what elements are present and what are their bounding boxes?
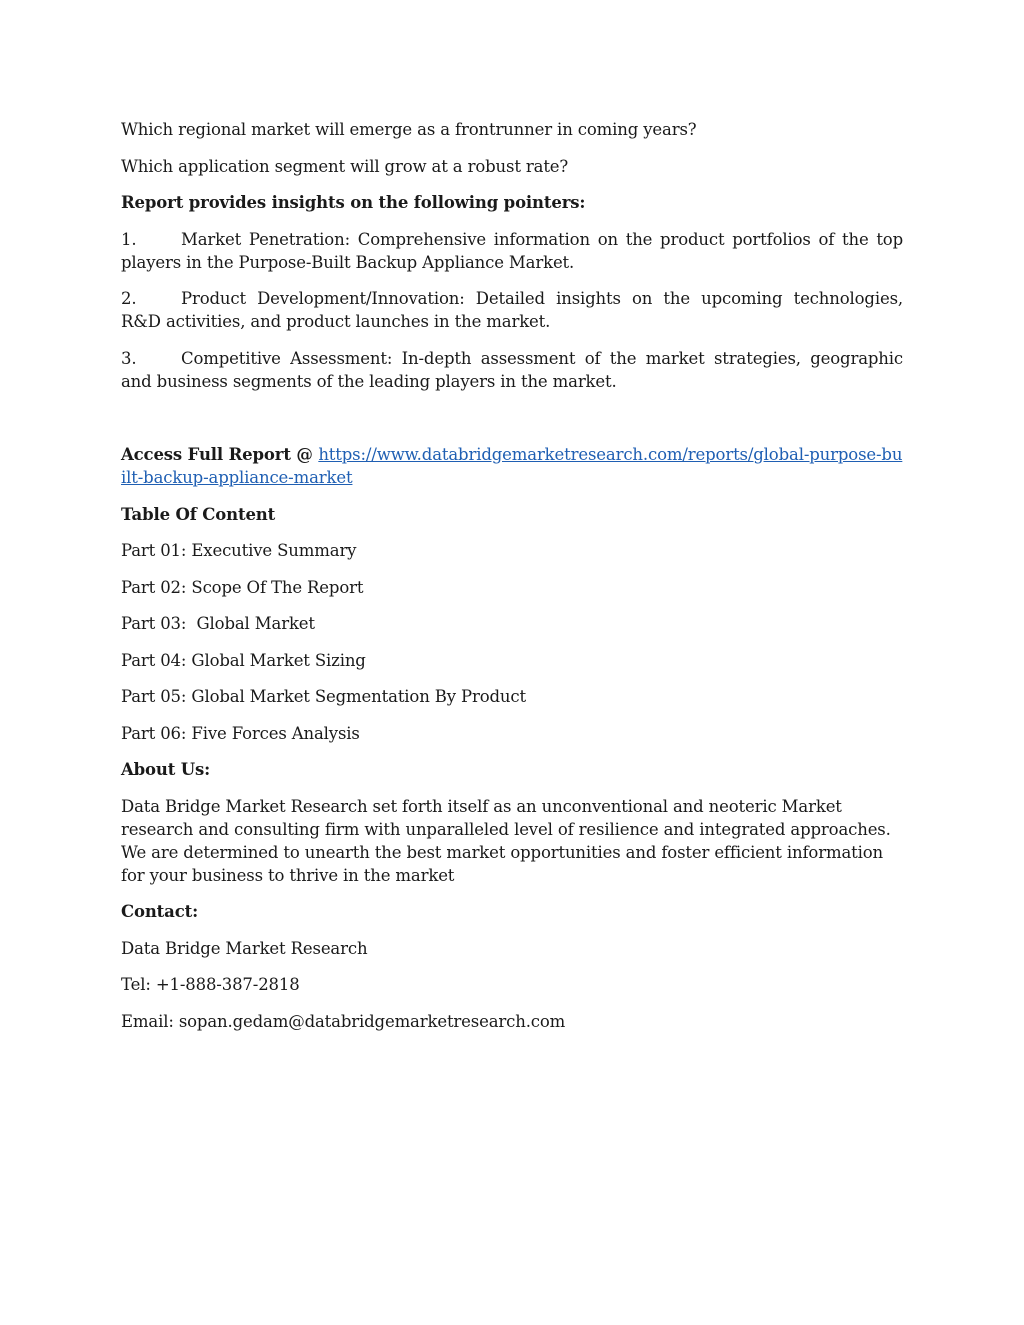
question-application: Which application segment will grow at a robust rate? [121,156,569,176]
pointer-item [121,228,903,274]
about-heading: About Us: [121,760,211,779]
about-text: Data Bridge Market Research set forth itself as an unconventional and neoteric Market research and consulting firm with unparalleled level of resilience and integrated approaches. We are determined to unearth the best market opportunities and foster efficient information for your business to thrive in the market [121,796,891,885]
pointer-text: Competitive Assessment: In-depth assessment of the market strategies, geographic and business segments of the leading players in the market. [121,348,903,391]
contact-email: Email: sopan.gedam@databridgemarketresearch.com [121,1011,566,1031]
contact-company: Data Bridge Market Research [121,938,368,958]
pointer-number: 3. [121,348,137,368]
toc-item: Part 04: Global Market Sizing [121,650,366,670]
access-report [121,443,903,489]
contact-tel: Tel: +1-888-387-2818 [121,975,300,994]
access-label: Access Full Report @ [121,445,319,464]
question-regional: Which regional market will emerge as a frontrunner in coming years? [121,120,697,139]
toc-heading: Table Of Content [121,504,276,524]
pointer-text: Product Development/Innovation: Detailed insights on the upcoming technologies, R&D activities, and product launches in the market. [121,289,903,331]
pointer-number: 1. [121,229,137,249]
spacer [121,406,903,443]
toc-item: Part 03: Global Market [121,614,315,633]
pointer-item [121,287,903,333]
insights-heading: Report provides insights on the following pointers: [121,193,586,212]
document-page [121,118,903,1046]
toc-item: Part 05: Global Market Segmentation By Product [121,687,526,706]
report-link[interactable]: https://www.databridgemarketresearch.com/reports/global-purpose-built-backup-appliance-market [121,445,903,487]
pointer-number: 2. [121,289,137,308]
pointer-item [121,347,903,393]
contact-heading: Contact: [121,902,199,921]
toc-item: Part 02: Scope Of The Report [121,577,364,597]
toc-item: Part 01: Executive Summary [121,541,357,560]
toc-item: Part 06: Five Forces Analysis [121,723,360,743]
pointer-text: Market Penetration: Comprehensive information on the product portfolios of the top players in the Purpose-Built Backup Appliance Market. [121,229,903,272]
